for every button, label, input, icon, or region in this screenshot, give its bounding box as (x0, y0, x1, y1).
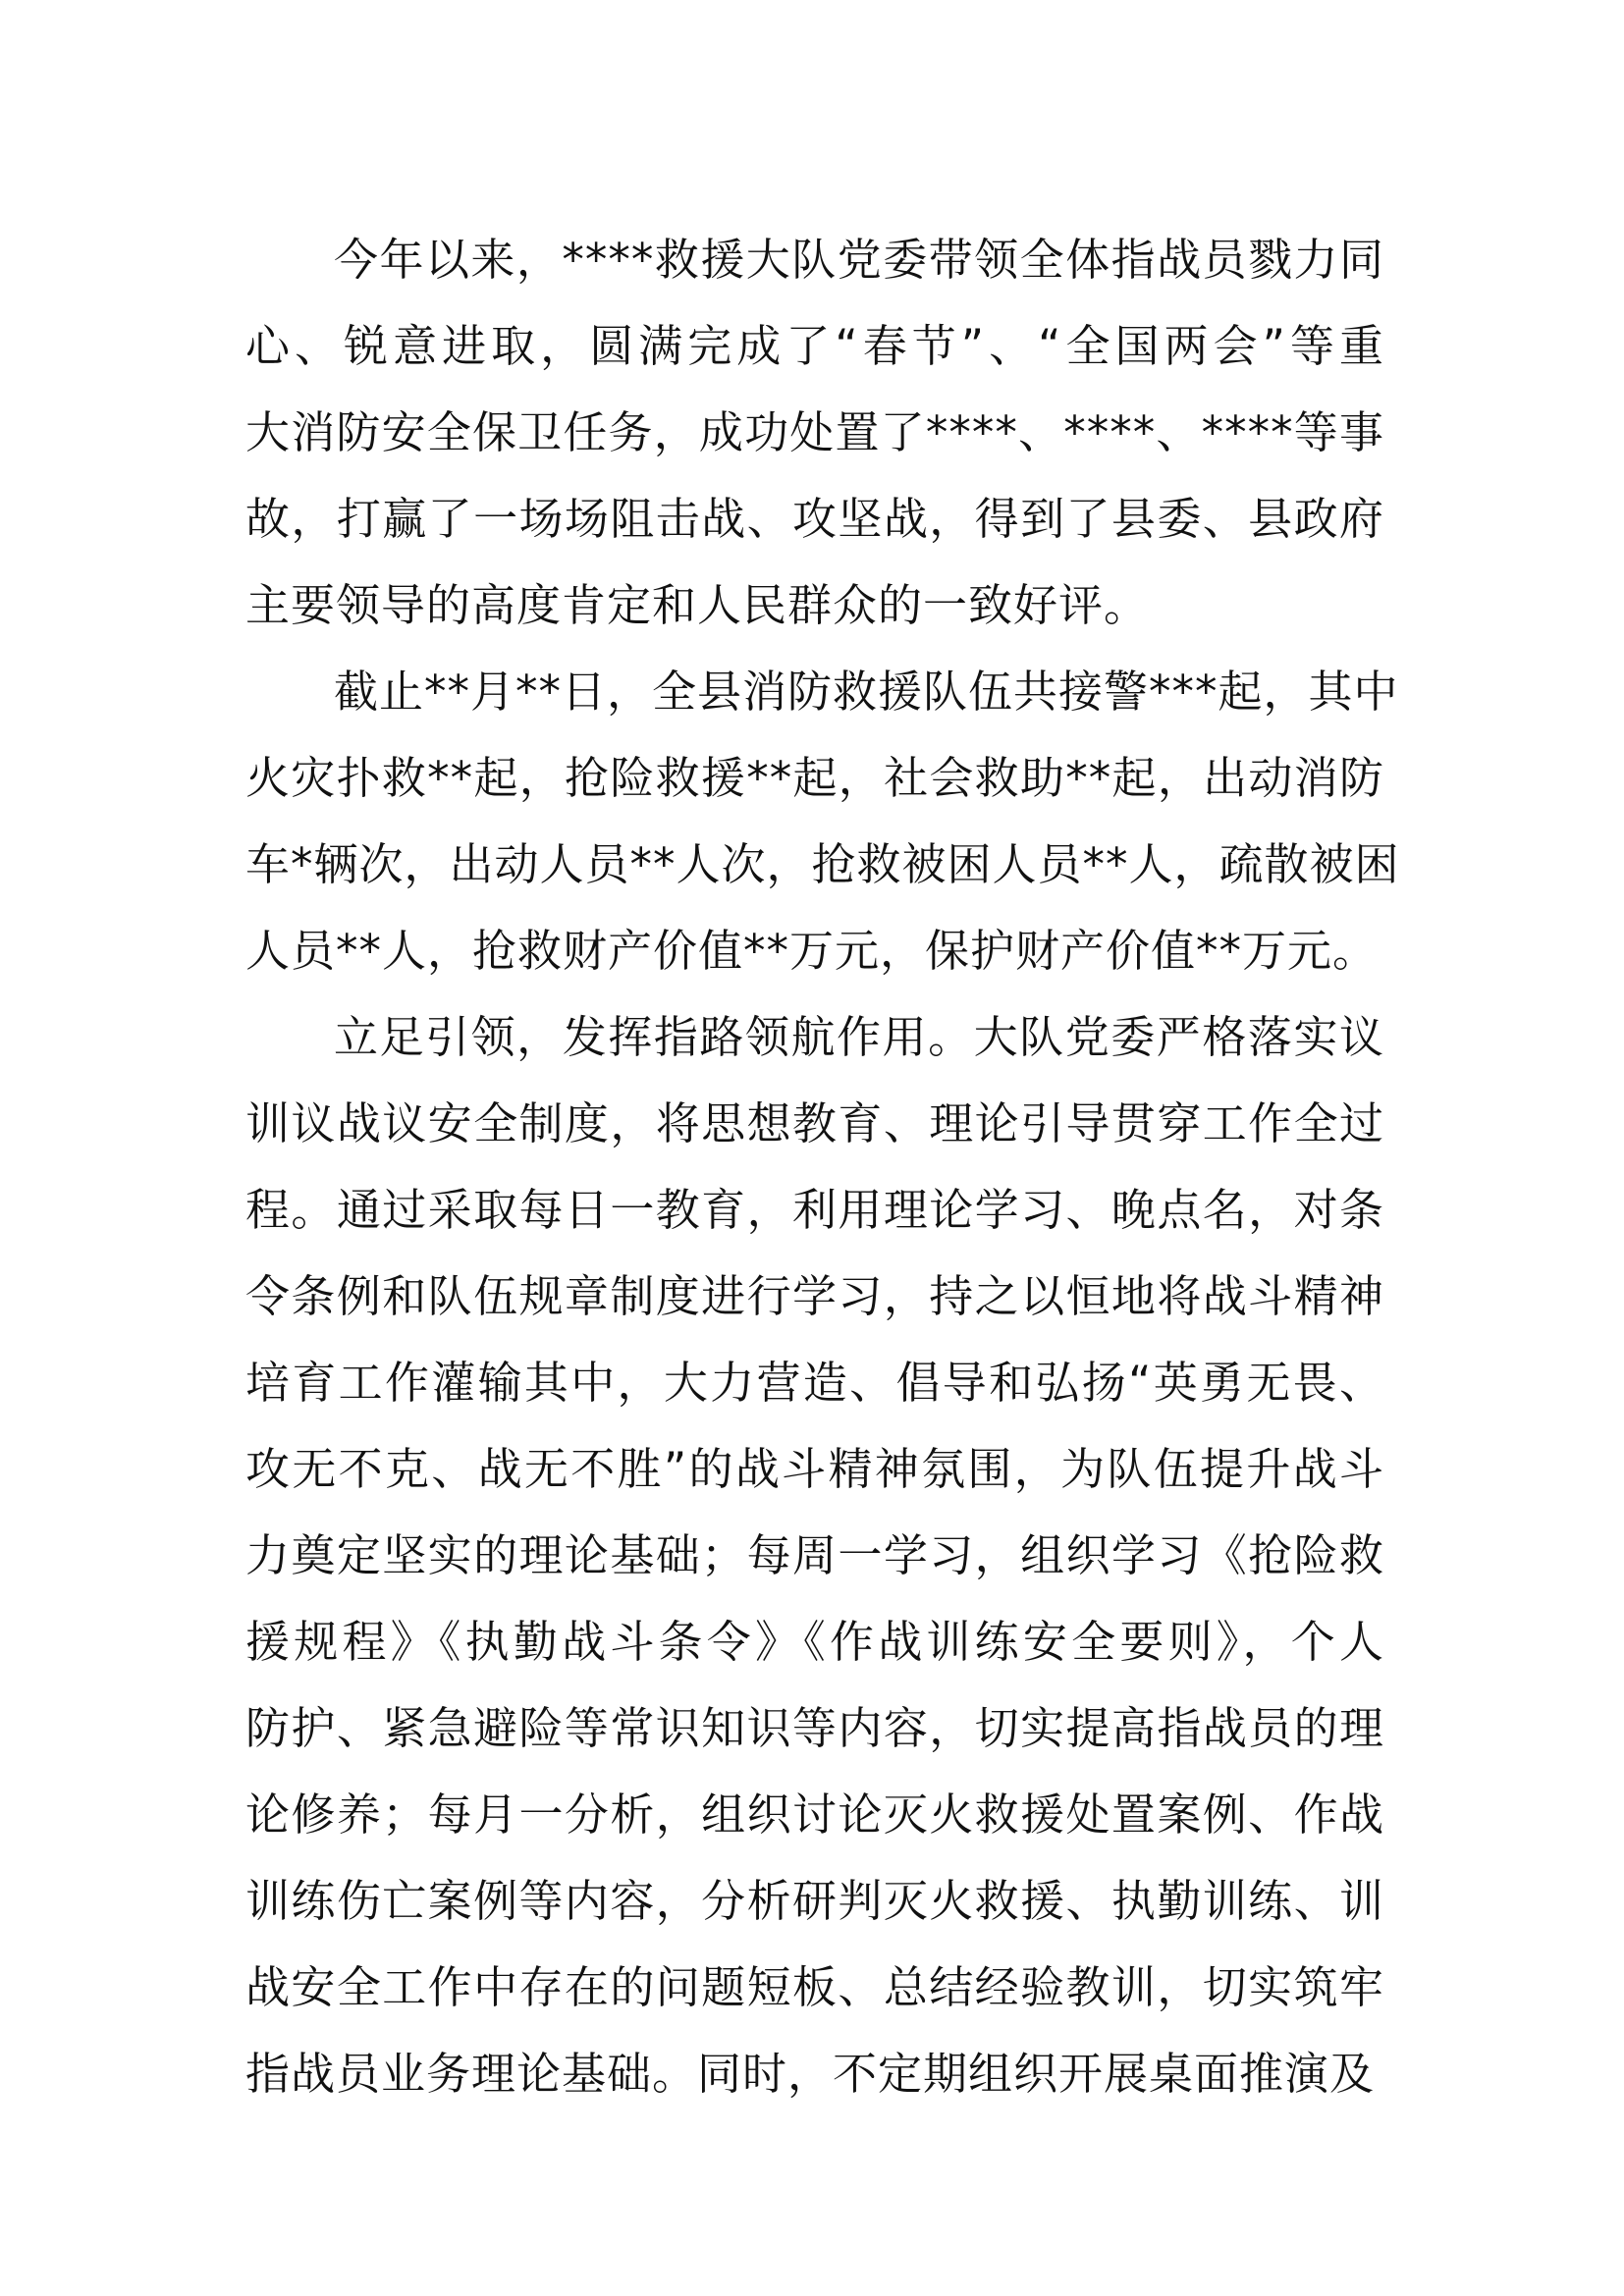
text-line: 指战员业务理论基础。同时，不定期组织开展桌面推演及 (245, 2048, 1376, 2100)
paragraph-leadership (245, 994, 1384, 2117)
text-line: 故，打赢了一场场阻击战、攻坚战，得到了县委、县政府 (245, 493, 1384, 545)
text-line: 车*辆次，出动人员**人次，抢救被困人员**人，疏散被困 (245, 838, 1400, 890)
text-line: 主要领导的高度肯定和人民群众的一致好评。 (245, 579, 1150, 631)
paragraph-summary (245, 217, 1384, 649)
text-line: 程。通过采取每日一教育，利用理论学习、晚点名，对条 (245, 1184, 1384, 1236)
text-line: 截止**月**日，全县消防救援队伍共接警***起，其中 (334, 666, 1399, 718)
text-line: 战安全工作中存在的问题短板、总结经验教训，切实筑牢 (245, 1961, 1384, 2013)
text-line: 力奠定坚实的理论基础；每周一学习，组织学习《抢险救 (245, 1529, 1384, 1581)
document-body (245, 217, 1400, 2117)
text-line: 人员**人，抢救财产价值**万元，保护财产价值**万元。 (245, 925, 1379, 977)
text-line: 训议战议安全制度，将思想教育、理论引导贯穿工作全过 (245, 1097, 1384, 1149)
text-line: 今年以来，****救援大队党委带领全体指战员戮力同 (334, 234, 1384, 286)
text-line: 大消防安全保卫任务，成功处置了****、****、****等事 (245, 406, 1384, 458)
text-line: 训练伤亡案例等内容，分析研判灭火救援、执勤训练、训 (245, 1875, 1384, 1927)
text-line: 攻无不克、战无不胜”的战斗精神氛围，为队伍提升战斗 (245, 1443, 1384, 1495)
text-line: 火灾扑救**起，抢险救援**起，社会救助**起，出动消防 (245, 752, 1384, 804)
text-line: 论修养；每月一分析，组织讨论灭火救援处置案例、作战 (245, 1789, 1384, 1841)
text-line: 令条例和队伍规章制度进行学习，持之以恒地将战斗精神 (245, 1270, 1384, 1322)
text-line: 防护、紧急避险等常识知识等内容，切实提高指战员的理 (245, 1702, 1384, 1754)
text-line: 培育工作灌输其中，大力营造、倡导和弘扬“英勇无畏、 (245, 1357, 1384, 1409)
paragraph-statistics (245, 649, 1400, 994)
text-line: 心、锐意进取，圆满完成了“春节”、“全国两会”等重 (245, 320, 1384, 372)
text-line: 援规程》《执勤战斗条令》《作战训练安全要则》，个人 (245, 1616, 1384, 1668)
text-line: 立足引领，发挥指路领航作用。大队党委严格落实议 (334, 1011, 1384, 1063)
